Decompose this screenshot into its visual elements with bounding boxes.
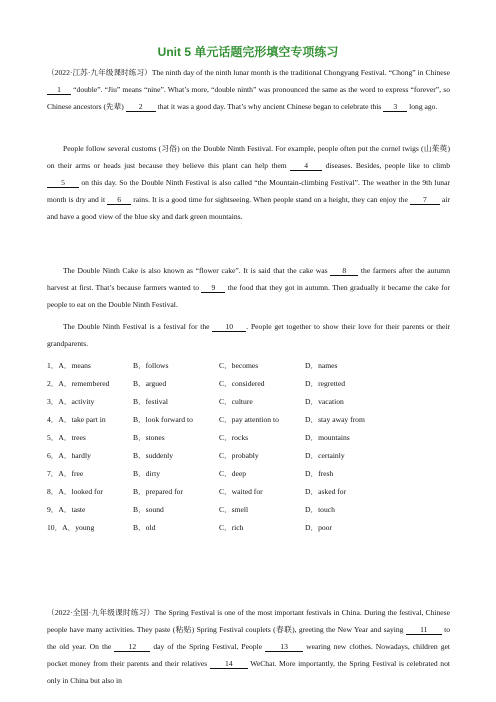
option-b[interactable]: B．dirty [133, 469, 161, 478]
text: . People get together to show their love for their parents or their grandparents. [47, 322, 451, 348]
option-b[interactable]: B．sound [133, 505, 164, 514]
option-c[interactable]: C．pay attention to [219, 415, 279, 424]
passage1-paragraph3 [47, 262, 450, 313]
option-row [47, 483, 450, 501]
option-a[interactable]: 4．A．take part in [47, 415, 106, 424]
option-c[interactable]: C．smell [219, 505, 249, 514]
text: The Double Ninth Cake is also known as “flower cake”. It is said that the cake was [63, 266, 331, 275]
option-b[interactable]: B．suddenly [133, 451, 174, 460]
text: WeChat. More importantly, the Spring Festival is celebrated not only in China but also in [47, 659, 450, 685]
passage1-paragraph2 [47, 140, 450, 225]
text: to the old year. On the [47, 625, 450, 651]
option-c[interactable]: C．culture [219, 397, 253, 406]
passage1-paragraph1 [47, 64, 450, 115]
option-d[interactable]: D．poor [305, 523, 332, 532]
option-a[interactable]: 5．A．trees [47, 433, 86, 442]
option-c[interactable]: C．rocks [219, 433, 249, 442]
text: People follow several customs (习俗) on the Double Ninth Festival. For example, people often put the cornel twigs (山茱萸) on their arms or heads just because they believe this plant can help them [47, 144, 450, 170]
option-d[interactable]: D．regretted [305, 379, 346, 388]
option-row [47, 447, 450, 465]
blank-5: 5 [47, 178, 79, 188]
blank-8: 8 [330, 266, 358, 276]
page-title: Unit 5 单元话题完形填空专项练习 [157, 45, 339, 59]
option-row [47, 357, 450, 375]
option-a[interactable]: 6．A．hardly [47, 451, 91, 460]
text: day of the Spring Festival, People [150, 642, 266, 651]
option-c[interactable]: C．rich [219, 523, 244, 532]
option-c[interactable]: C．deep [219, 469, 246, 478]
option-b[interactable]: B．argued [133, 379, 167, 388]
text: rains. It is a good time for sightseeing. When people stand on a height, they can enjoy the [131, 195, 410, 204]
option-row [47, 411, 450, 429]
option-d[interactable]: D．fresh [305, 469, 334, 478]
option-row [47, 393, 450, 411]
options-list [47, 357, 450, 537]
option-a[interactable]: 8．A．looked for [47, 487, 103, 496]
option-d[interactable]: D．vacation [305, 397, 344, 406]
text: （2022·江苏·九年级课时练习）The ninth day of the ninth lunar month is the traditional Chongyang Festival. “Chong” in Chinese [47, 68, 450, 77]
option-d[interactable]: D．names [305, 361, 338, 370]
option-a[interactable]: 7．A．free [47, 469, 84, 478]
blank-6: 6 [107, 195, 131, 205]
option-c[interactable]: C．becomes [219, 361, 259, 370]
option-d[interactable]: D．asked for [305, 487, 347, 496]
blank-2: 2 [126, 102, 156, 112]
option-b[interactable]: B．festival [133, 397, 169, 406]
option-b[interactable]: B．look forward to [133, 415, 193, 424]
text: diseases. Besides, people like to climb [322, 161, 450, 170]
blank-7: 7 [410, 195, 440, 205]
option-row [47, 501, 450, 519]
blank-11: 11 [406, 625, 442, 635]
text: air and have a good view of the blue sky and dark green mountains. [47, 195, 450, 221]
blank-10: 10 [212, 322, 246, 332]
option-a[interactable]: 1．A．means [47, 361, 91, 370]
option-d[interactable]: D．mountains [305, 433, 350, 442]
option-b[interactable]: B．follows [133, 361, 169, 370]
option-c[interactable]: C．waited for [219, 487, 263, 496]
text: on this day. So the Double Ninth Festival is also called “the Mountain-climbing Festival”. The weather in the 9th lunar month is dry and it [47, 178, 450, 204]
option-a[interactable]: 3．A．activity [47, 397, 95, 406]
option-b[interactable]: B．old [133, 523, 156, 532]
option-d[interactable]: D．stay away from [305, 415, 365, 424]
option-d[interactable]: D．touch [305, 505, 335, 514]
option-row [47, 429, 450, 447]
text: that it was a good day. That’s why ancient Chinese began to celebrate this [155, 102, 384, 111]
option-a[interactable]: 2．A．remembered [47, 379, 110, 388]
text: wearing new clothes. Nowadays, children get pocket money from their parents and their relatives [47, 642, 450, 668]
option-row [47, 465, 450, 483]
text: the food that they got in autumn. Then gradually it became the cake for people to eat on the Double Ninth Festival. [47, 283, 451, 309]
option-row [47, 519, 450, 537]
text: “double”. “Jiu” means “nine”. What’s more, “double ninth” was pronounced the same as the word to express “forever”, so Chinese ancestors (先辈) [47, 85, 450, 111]
text: （2022·全国·九年级课时练习）The Spring Festival is one of the most important festivals in China. During the festival, Chinese people have many activities. They paste (粘贴) Spring Festival couplets (春联), greeting the New Year and saying [47, 608, 450, 634]
option-b[interactable]: B．prepared for [133, 487, 183, 496]
blank-4: 4 [290, 161, 322, 171]
text: long ago. [407, 102, 438, 111]
option-c[interactable]: C．considered [219, 379, 265, 388]
blank-1: 1 [47, 85, 71, 95]
option-d[interactable]: D．certainly [305, 451, 345, 460]
blank-12: 12 [114, 642, 150, 652]
option-b[interactable]: B．stones [133, 433, 165, 442]
blank-3: 3 [383, 102, 407, 112]
text: The Double Ninth Festival is a festival for the [63, 322, 213, 331]
option-c[interactable]: C．probably [219, 451, 259, 460]
passage1-paragraph4 [47, 318, 450, 352]
blank-14: 14 [210, 659, 248, 669]
blank-9: 9 [201, 283, 225, 293]
option-a[interactable]: 9．A．taste [47, 505, 86, 514]
blank-13: 13 [265, 642, 303, 652]
text: the farmers after the autumn harvest at first. That’s because farmers wanted to [47, 266, 450, 292]
option-a[interactable]: 10．A．young [47, 523, 95, 532]
option-row [47, 375, 450, 393]
passage2-paragraph1 [47, 604, 450, 689]
